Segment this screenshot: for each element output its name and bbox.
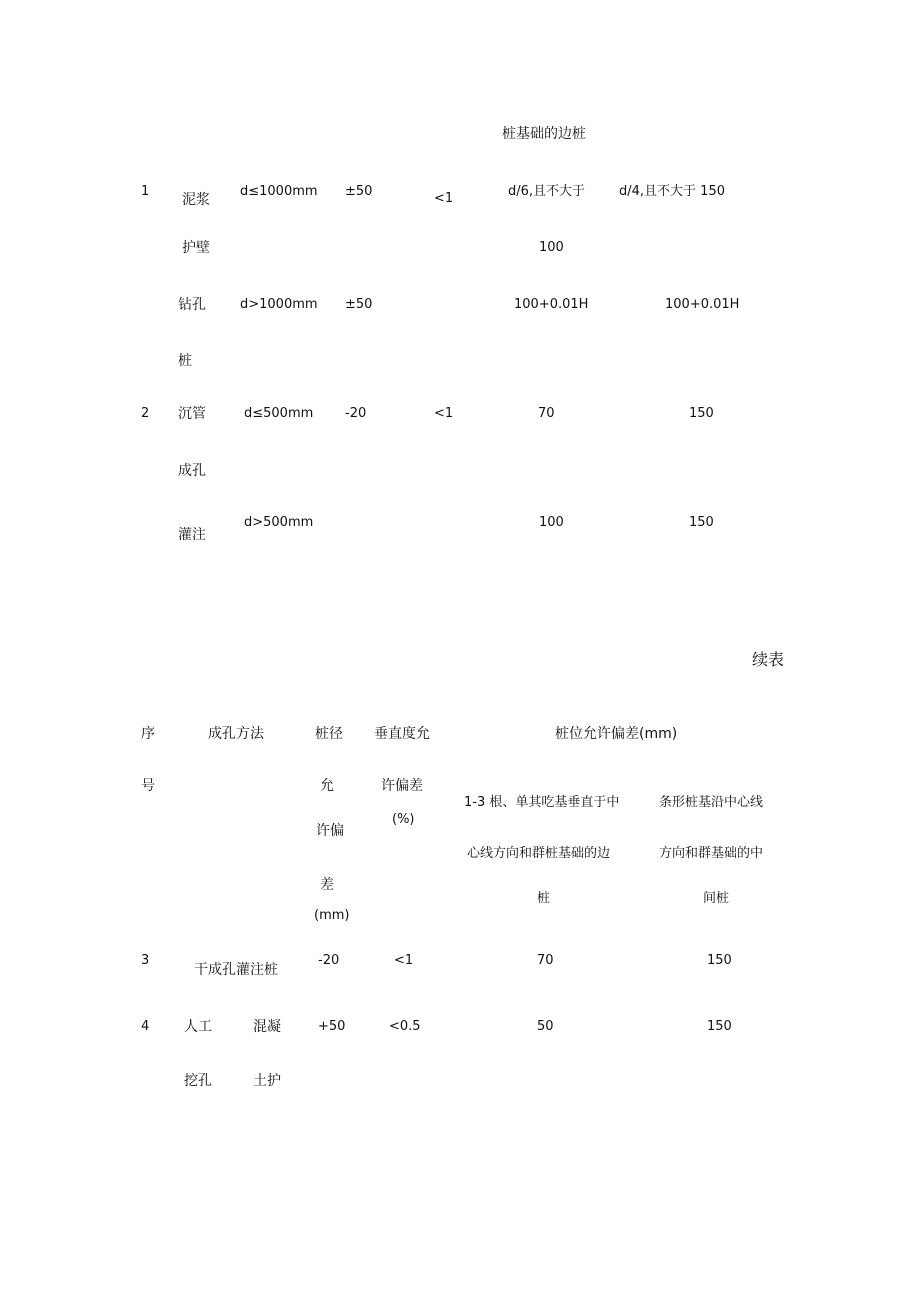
row1-method-line1: 泥浆 — [182, 192, 210, 208]
row2b-edge: 100 — [539, 515, 564, 530]
row4-vertical-tol: <0.5 — [389, 1019, 421, 1034]
row2a-diameter: d≤500mm — [244, 406, 314, 421]
row1a-middle: d/4,且不大于 150 — [619, 184, 725, 199]
row3-diam-tol: -20 — [318, 953, 340, 968]
row1-number: 1 — [141, 184, 150, 199]
header-middle-line3: 间桩 — [703, 891, 730, 906]
row2a-diam-tol: -20 — [345, 406, 367, 421]
header-vertical-tol-line1: 垂直度允 — [374, 726, 430, 742]
row2-method-line2: 成孔 — [178, 463, 206, 479]
row2b-diameter: d>500mm — [244, 515, 314, 530]
row4-diam-tol: +50 — [318, 1019, 346, 1034]
row4-middle: 150 — [707, 1019, 732, 1034]
row2b-middle: 150 — [689, 515, 714, 530]
row2-method-line1: 沉管 — [178, 406, 206, 422]
header-edge-line3: 桩 — [537, 891, 551, 906]
row1b-diam-tol: ±50 — [345, 297, 373, 312]
header-diam-tol-line1: 桩径 — [315, 726, 343, 742]
row4-method-b-line2: 土护 — [253, 1073, 281, 1089]
header-position-tol: 桩位允许偏差(mm) — [555, 726, 678, 742]
header-vertical-tol-line2: 许偏差 — [381, 778, 423, 794]
row4-edge: 50 — [537, 1019, 554, 1034]
section1-header-fragment: 桩基础的边桩 — [502, 126, 586, 142]
header-diam-tol-line5: (mm) — [314, 908, 350, 923]
header-diam-tol-line2: 允 — [320, 778, 334, 794]
row1-method-line2: 护壁 — [182, 240, 210, 256]
row4-number: 4 — [141, 1019, 150, 1034]
row3-number: 3 — [141, 953, 150, 968]
row3-vertical-tol: <1 — [394, 953, 414, 968]
row1b-middle: 100+0.01H — [665, 297, 740, 312]
header-no-line1: 序 — [141, 726, 155, 742]
row1a-diam-tol: ±50 — [345, 184, 373, 199]
row1a-edge-line2: 100 — [539, 240, 564, 255]
row2a-middle: 150 — [689, 406, 714, 421]
header-diam-tol-line3: 许偏 — [316, 823, 344, 839]
header-middle-line1: 条形桩基沿中心线 — [659, 795, 764, 810]
row2-number: 2 — [141, 406, 150, 421]
header-edge-line1: 1-3 根、单其吃基垂直于中 — [464, 795, 620, 810]
row1a-vertical-tol: <1 — [434, 191, 454, 206]
row2-method-line3: 灌注 — [178, 527, 206, 543]
header-diam-tol-line4: 差 — [320, 877, 334, 893]
row2a-vertical-tol: <1 — [434, 406, 454, 421]
header-method: 成孔方法 — [208, 726, 264, 742]
header-edge-line2: 心线方向和群桩基础的边 — [467, 846, 611, 861]
row1b-diameter: d>1000mm — [240, 297, 318, 312]
row3-edge: 70 — [537, 953, 554, 968]
row1a-diameter: d≤1000mm — [240, 184, 318, 199]
header-vertical-tol-line3: (%) — [392, 812, 415, 827]
row3-method: 干成孔灌注桩 — [194, 962, 278, 978]
header-middle-line2: 方向和群基础的中 — [659, 846, 764, 861]
row3-middle: 150 — [707, 953, 732, 968]
header-no-line2: 号 — [141, 778, 155, 794]
row1a-edge-line1: d/6,且不大于 — [508, 184, 586, 199]
row2a-edge: 70 — [538, 406, 555, 421]
row4-method-b-line1: 混凝 — [253, 1019, 281, 1035]
row4-method-a-line1: 人工 — [184, 1019, 212, 1035]
row1b-edge: 100+0.01H — [514, 297, 589, 312]
row4-method-a-line2: 挖孔 — [184, 1073, 212, 1089]
row1-method-line3: 钻孔 — [178, 297, 206, 313]
continued-label: 续表 — [752, 650, 785, 669]
row1-method-line4: 桩 — [178, 353, 192, 369]
